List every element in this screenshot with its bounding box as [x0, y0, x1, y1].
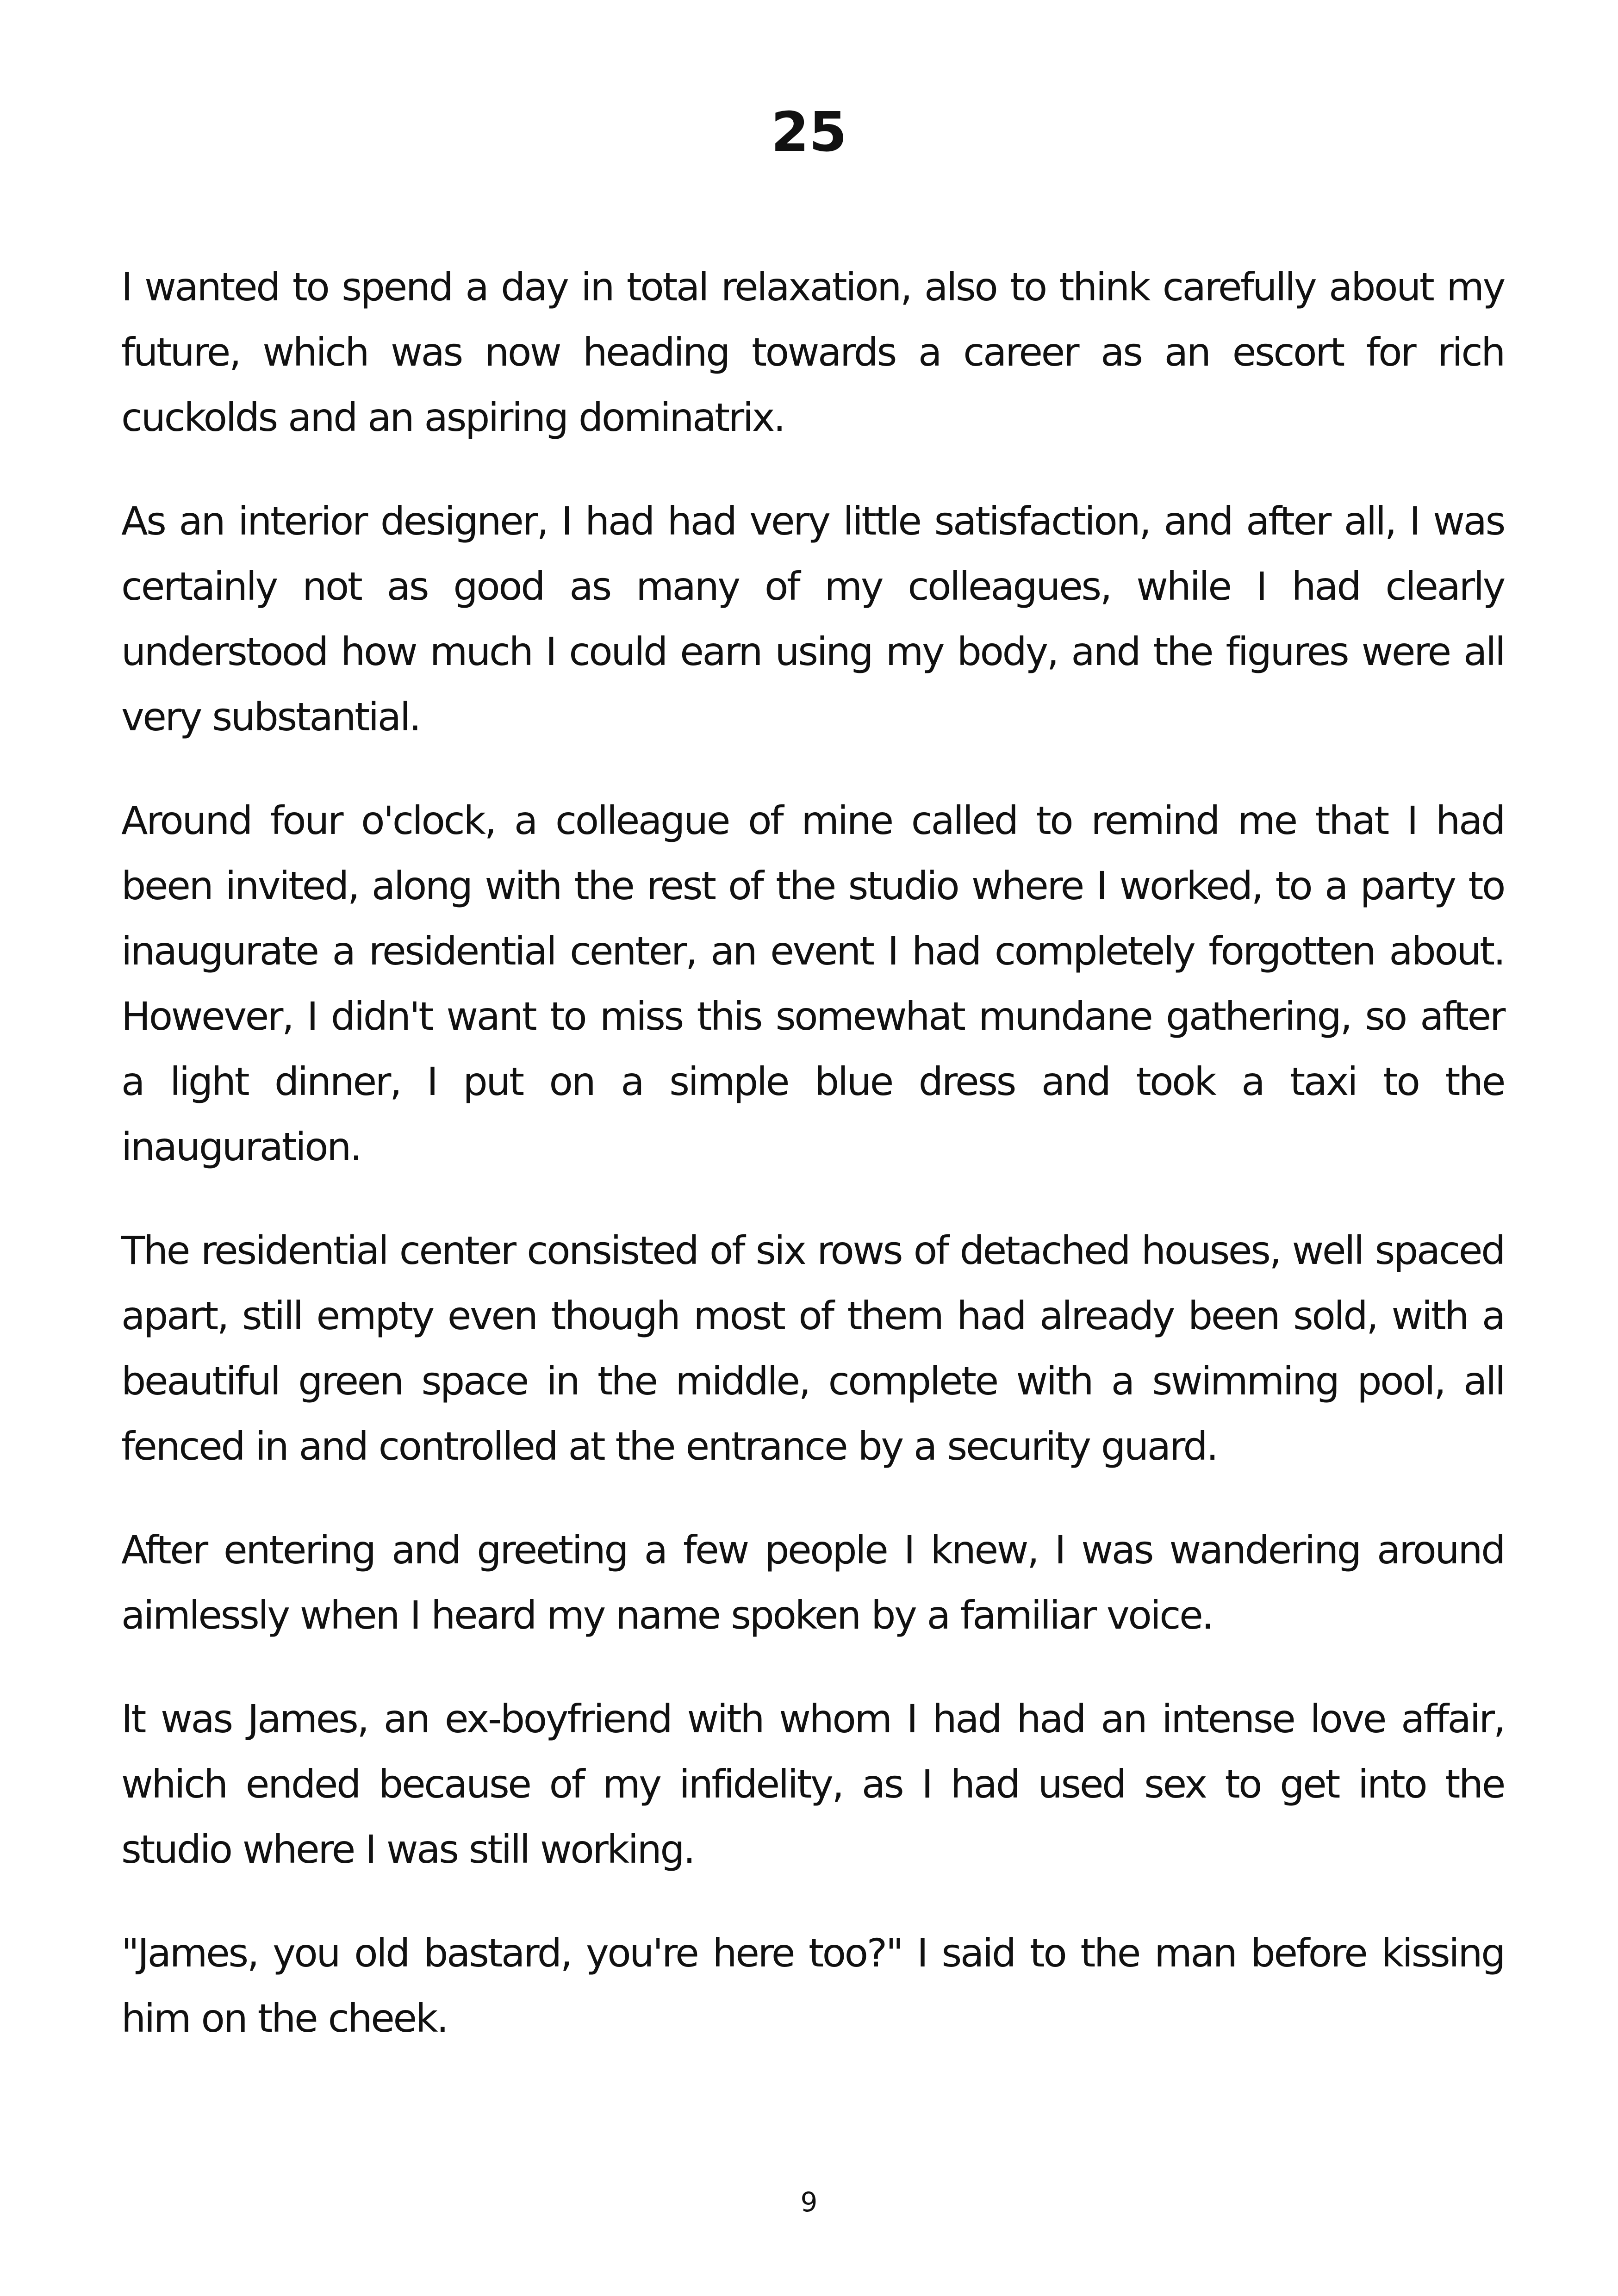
chapter-number: 25 [771, 100, 847, 164]
paragraph: The residential center consisted of six rows of detached houses, well spaced apart, still empty even though most of them had already been sold, with a beautiful green space in the middle, complete with a swimming pool, all fenced in and controlled at the entrance by a security guard. [121, 1228, 1504, 1469]
paragraph: Around four o'clock, a colleague of mine called to remind me that I had been invited, along with the rest of the studio where I worked, to a party to inaugurate a residential center, an event I had completely forgotten about. However, I didn't want to miss this somewhat mundane gathering, so after a light dinner, I put on a simple blue dress and took a taxi to the inauguration. [121, 798, 1504, 1170]
paragraph: It was James, an ex-boyfriend with whom I had had an intense love affair, which ended because of my infidelity, as I had used sex to get into the studio where I was still working. [121, 1696, 1504, 1872]
paragraph: I wanted to spend a day in total relaxation, also to think carefully about my future, which was now heading towards a career as an escort for rich cuckolds and an aspiring dominatrix. [121, 264, 1504, 440]
chapter-body [121, 255, 1504, 2090]
paragraph: After entering and greeting a few people I knew, I was wandering around aimlessly when I heard my name spoken by a familiar voice. [121, 1527, 1504, 1638]
page-number: 9 [800, 2186, 818, 2218]
paragraph: As an interior designer, I had had very little satisfaction, and after all, I was certainly not as good as many of my colleagues, while I had clearly understood how much I could earn using my body, and the figures were all very substantial. [121, 498, 1504, 740]
paragraph: "James, you old bastard, you're here too?" I said to the man before kissing him on the cheek. [121, 1930, 1504, 2041]
